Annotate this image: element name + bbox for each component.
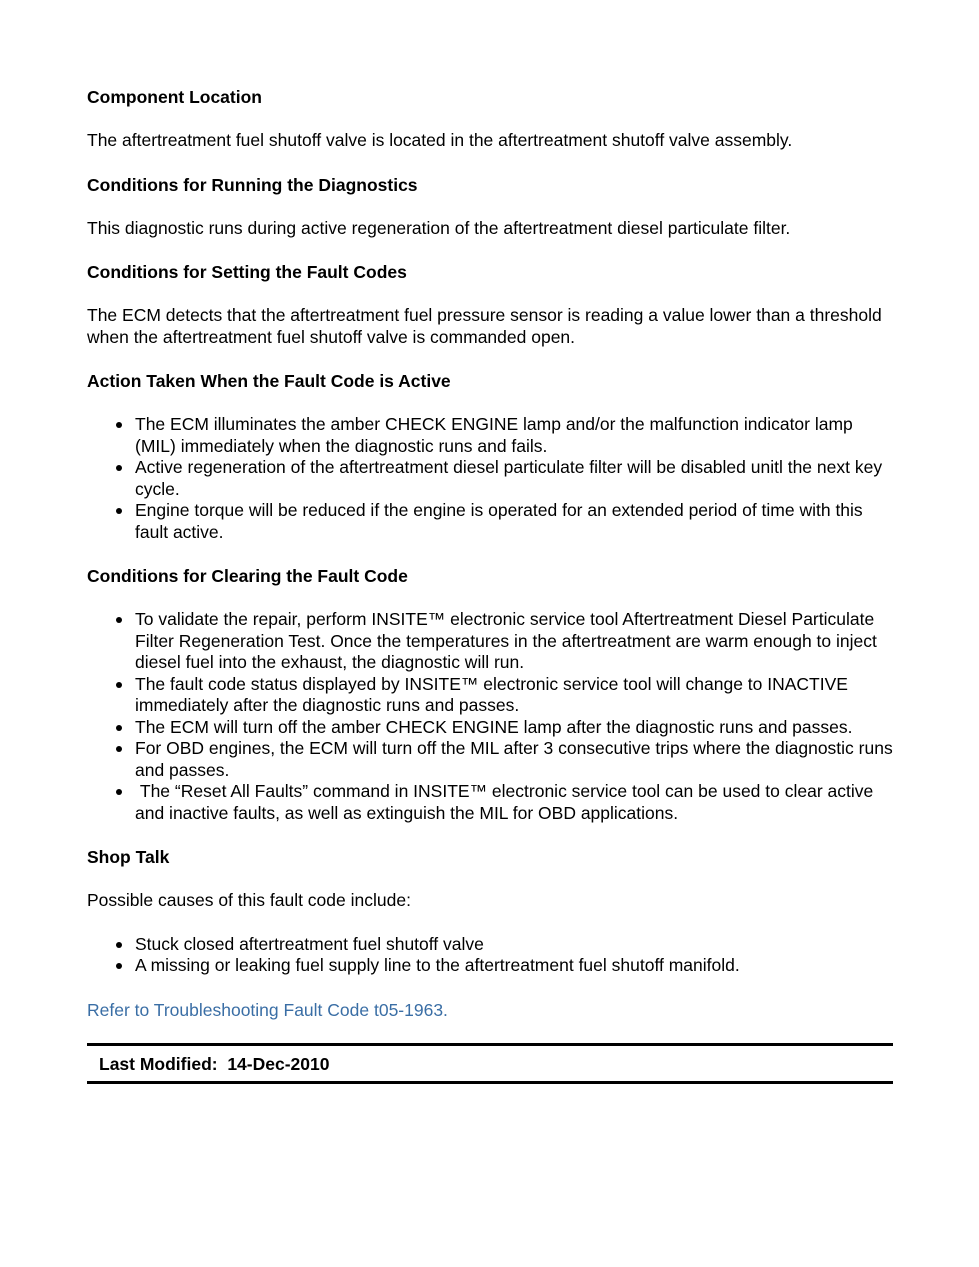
- list-item: [116, 955, 893, 977]
- bullet-icon: [116, 746, 122, 752]
- bullet-icon: [116, 682, 122, 688]
- list-item-text: The fault code status displayed by INSITE™ electronic service tool will change to INACTIVE immediately after the diagnostic runs and passes.: [135, 673, 848, 715]
- last-modified-label: Last Modified: 14-Dec-2010: [99, 1053, 330, 1074]
- list-item-text: The “Reset All Faults” command in INSITE™ electronic service tool can be used to clear active and inactive faults, as well as extinguish the MIL for OBD applications.: [135, 781, 879, 823]
- bullet-icon: [116, 617, 122, 623]
- list-item: [116, 414, 893, 457]
- list-item: [116, 781, 893, 824]
- bullet-icon: [116, 942, 122, 948]
- troubleshooting-link[interactable]: Refer to Troubleshooting Fault Code t05-1963.: [87, 999, 448, 1020]
- list-item: [116, 457, 893, 500]
- component-location-text: The aftertreatment fuel shutoff valve is located in the aftertreatment shutoff valve assembly.: [87, 130, 793, 150]
- list-item: [116, 500, 893, 543]
- conditions-setting-heading: Conditions for Setting the Fault Codes: [87, 262, 407, 282]
- shop-talk-heading: Shop Talk: [87, 847, 170, 867]
- list-item-text: A missing or leaking fuel supply line to the aftertreatment fuel shutoff manifold.: [135, 955, 740, 975]
- list-item-text: For OBD engines, the ECM will turn off the MIL after 3 consecutive trips where the diagnostic runs and passes.: [135, 738, 893, 780]
- list-item-text: Stuck closed aftertreatment fuel shutoff valve: [135, 933, 484, 954]
- bullet-icon: [116, 508, 122, 514]
- list-item: [116, 609, 893, 674]
- conditions-running-heading: Conditions for Running the Diagnostics: [87, 174, 418, 195]
- conditions-setting-text: The ECM detects that the aftertreatment fuel pressure sensor is reading a value lower than a threshold when the aftertreatment fuel shutoff valve is commanded open.: [87, 305, 882, 347]
- bullet-icon: [116, 465, 122, 471]
- conditions-clearing-list: [87, 609, 893, 824]
- shop-talk-text: Possible causes of this fault code include:: [87, 890, 411, 910]
- shop-talk-list: [87, 934, 893, 977]
- list-item: [116, 717, 893, 739]
- component-location-heading: Component Location: [87, 87, 262, 107]
- last-modified-footer: [87, 1043, 893, 1084]
- conditions-clearing-heading: Conditions for Clearing the Fault Code: [87, 566, 408, 586]
- list-item-text: The ECM will turn off the amber CHECK ENGINE lamp after the diagnostic runs and passes.: [135, 716, 853, 737]
- document-page: [87, 86, 893, 1084]
- action-taken-list: [87, 414, 893, 543]
- list-item-text: To validate the repair, perform INSITE™ electronic service tool Aftertreatment Diesel Particulate Filter Regeneration Test. Once the temperatures in the aftertreatment are warm enough to inject diesel fuel into the exhaust, the diagnostic will run.: [135, 609, 877, 672]
- bullet-icon: [116, 789, 122, 795]
- list-item: [116, 674, 893, 717]
- list-item-text: Active regeneration of the aftertreatment diesel particulate filter will be disabled unitl the next key cycle.: [135, 457, 883, 499]
- bullet-icon: [116, 422, 122, 428]
- conditions-running-text: This diagnostic runs during active regeneration of the aftertreatment diesel particulate filter.: [87, 217, 791, 238]
- bullet-icon: [116, 963, 122, 969]
- action-taken-heading: Action Taken When the Fault Code is Active: [87, 371, 451, 391]
- list-item-text: The ECM illuminates the amber CHECK ENGINE lamp and/or the malfunction indicator lamp (MIL) immediately when the diagnostic runs and fails.: [135, 414, 853, 456]
- list-item-text: Engine torque will be reduced if the engine is operated for an extended period of time with this fault active.: [135, 500, 863, 542]
- list-item: [116, 934, 893, 956]
- bullet-icon: [116, 725, 122, 731]
- list-item: [116, 738, 893, 781]
